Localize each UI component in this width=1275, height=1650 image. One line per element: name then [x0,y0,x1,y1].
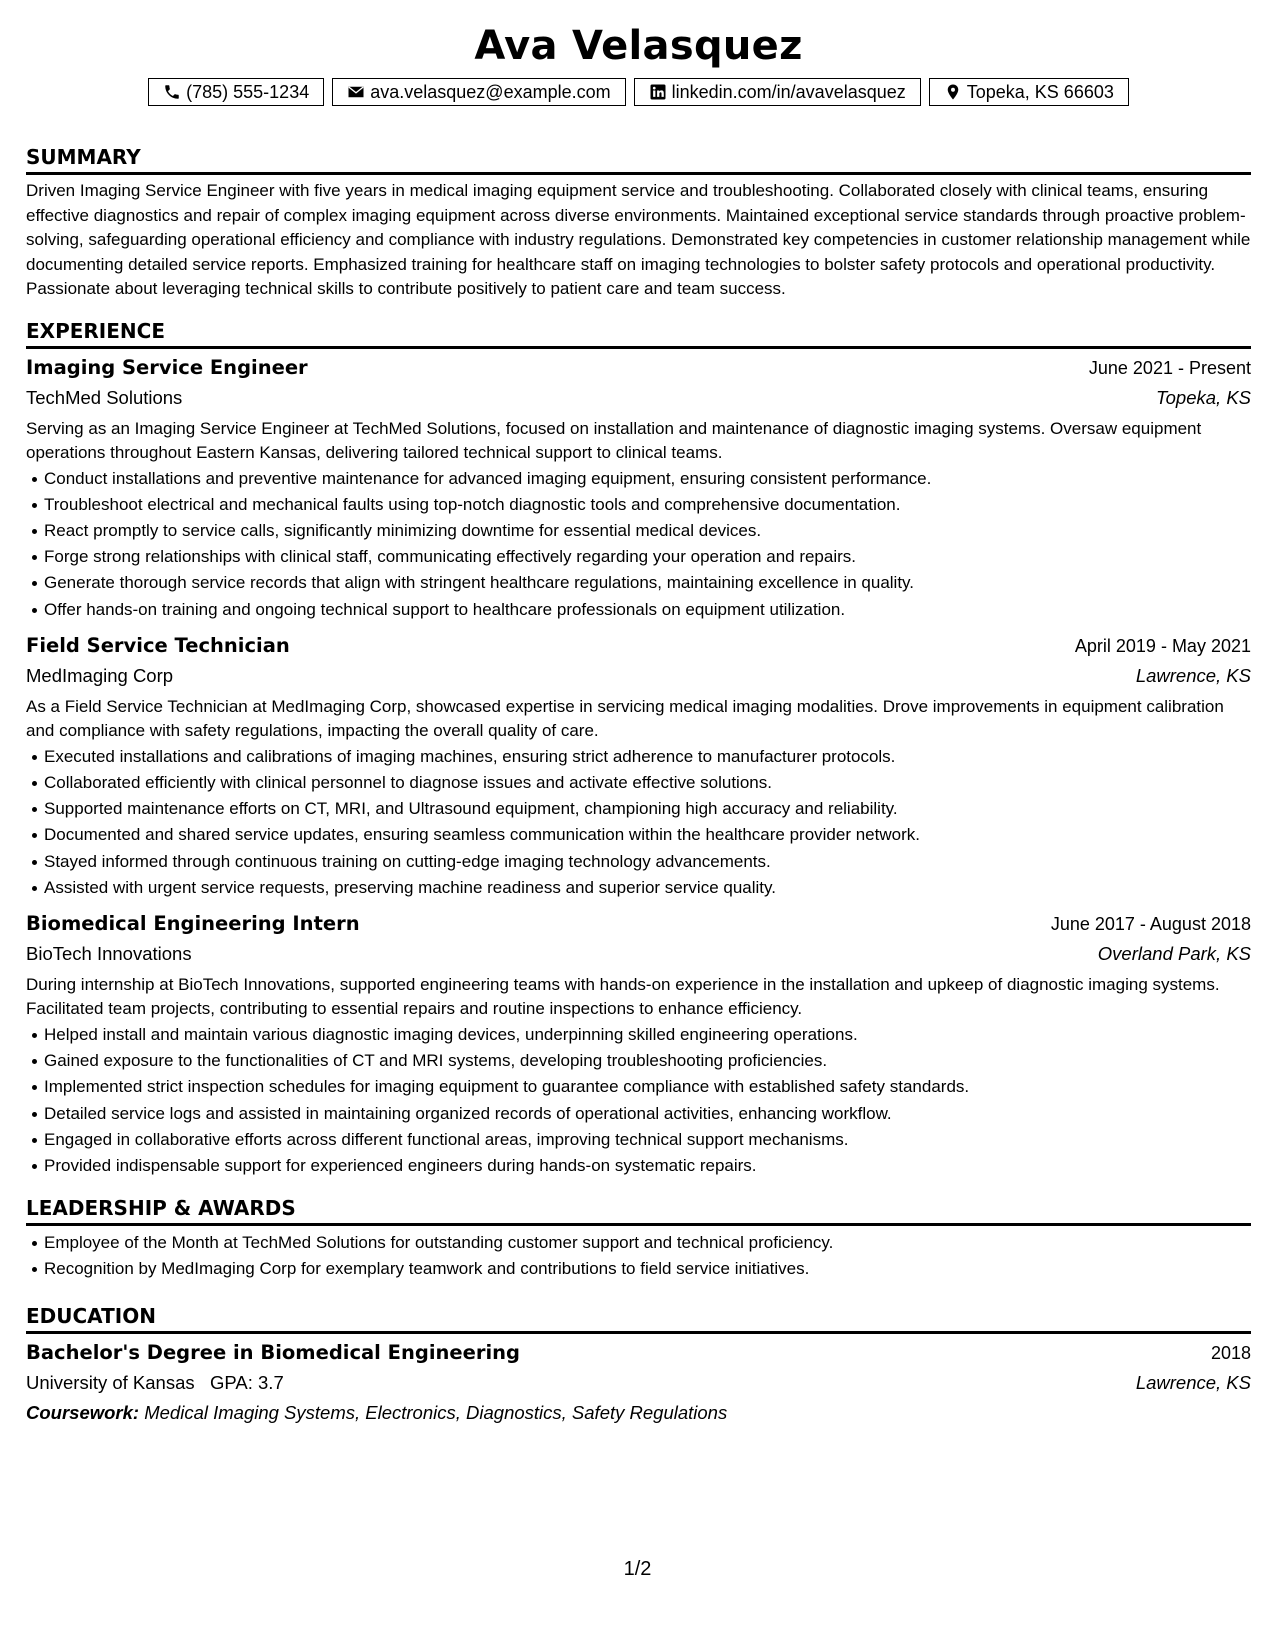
section-title-leadership: LEADERSHIP & AWARDS [26,1196,296,1221]
coursework-list: Medical Imaging Systems, Electronics, Diagnostics, Safety Regulations [144,1401,728,1423]
contact-phone-text: (785) 555-1234 [186,82,310,102]
section-rule [26,172,1251,175]
section-rule [26,1223,1251,1226]
list-item: Forge strong relationships with clinical staff, communicating effectively regarding your operation and repairs. [44,544,1251,570]
job-entry [26,353,1251,623]
job-dates: June 2017 - August 2018 [1050,913,1251,934]
list-item: Troubleshoot electrical and mechanical faults using top-notch diagnostic tools and comprehensive documentation. [44,492,1251,518]
list-item: Detailed service logs and assisted in maintaining organized records of operational activities, enhancing workflow. [44,1101,1251,1127]
gpa: GPA: 3.7 [210,1371,284,1393]
envelope-icon [347,83,365,101]
job-title: Imaging Service Engineer [26,355,308,379]
list-item: Assisted with urgent service requests, preserving machine readiness and superior service quality. [44,875,1251,901]
linkedin-icon [649,83,667,101]
contact-email[interactable] [332,78,625,106]
coursework-line [26,1398,1251,1428]
contact-location[interactable] [929,78,1129,106]
phone-icon [163,83,181,101]
job-bullets [26,744,1251,901]
job-company: BioTech Innovations [26,942,192,964]
coursework-label: Coursework: [26,1401,140,1423]
job-bullets [26,466,1251,623]
list-item: Implemented strict inspection schedules for imaging equipment to guarantee compliance with established safety standards. [44,1074,1251,1100]
job-entry [26,909,1251,1179]
list-item: Engaged in collaborative efforts across different functional areas, improving technical support mechanisms. [44,1127,1251,1153]
candidate-name: Ava Velasquez [474,23,803,69]
summary-section [26,140,1251,302]
job-entry [26,631,1251,901]
education-section [26,1299,1251,1428]
contact-linkedin[interactable] [634,78,921,106]
contact-location-text: Topeka, KS 66603 [966,82,1114,102]
experience-section [26,314,1251,1180]
job-description: As a Field Service Technician at MedImaging Corp, showcased expertise in servicing medical imaging modalities. Drove improvements in equipment calibration and compliance with safety regulations, impacting the overall quality of care. [26,696,1224,741]
list-item: Employee of the Month at TechMed Solutions for outstanding customer support and technical proficiency. [44,1230,1251,1256]
list-item: Collaborated efficiently with clinical personnel to diagnose issues and activate effective solutions. [44,770,1251,796]
job-location: Lawrence, KS [1135,664,1251,686]
contact-phone[interactable] [148,78,324,106]
section-title-education: EDUCATION [26,1303,156,1328]
page-number: 1/2 [623,1558,652,1580]
section-rule [26,346,1251,349]
section-title-experience: EXPERIENCE [26,318,165,343]
award-bullets [26,1230,1251,1282]
list-item: Gained exposure to the functionalities of CT and MRI systems, developing troubleshooting proficiencies. [44,1048,1251,1074]
section-title-summary: SUMMARY [26,145,141,169]
resume-page [26,18,1251,1428]
job-dates: June 2021 - Present [1088,357,1251,378]
list-item: Provided indispensable support for experienced engineers during hands-on systematic repairs. [44,1153,1251,1179]
job-company: TechMed Solutions [26,386,183,408]
list-item: Documented and shared service updates, ensuring seamless communication within the healthcare provider network. [44,822,1251,848]
graduation-year: 2018 [1210,1342,1251,1363]
list-item: Stayed informed through continuous training on cutting-edge imaging technology advancements. [44,849,1251,875]
list-item: React promptly to service calls, significantly minimizing downtime for essential medical devices. [44,518,1251,544]
job-location: Topeka, KS [1156,386,1251,408]
school-name: University of Kansas [26,1371,195,1393]
degree-title: Bachelor's Degree in Biomedical Engineering [26,1340,520,1364]
section-rule [26,1331,1251,1334]
job-description: Serving as an Imaging Service Engineer at TechMed Solutions, focused on installation and maintenance of diagnostic imaging systems. Oversaw equipment operations throughout Eastern Kansas, delivering tailored technical support to clinical teams. [26,418,1202,462]
leadership-section [26,1191,1251,1282]
job-company: MedImaging Corp [26,664,174,686]
job-bullets [26,1022,1251,1179]
job-title: Biomedical Engineering Intern [26,911,360,935]
list-item: Conduct installations and preventive maintenance for advanced imaging equipment, ensuring consistent performance. [44,466,1251,492]
summary-text: Driven Imaging Service Engineer with five years in medical imaging equipment service and troubleshooting. Collaborated closely with clinical teams, ensuring effective diagnostics and repair of complex imaging equipment across diverse environments. Maintained exceptional service standards through proactive problem-solving, safeguarding operational efficiency and compliance with industry regulations. Demonstrated key competencies in customer relationship management while documenting detailed service reports. Emphasized training for healthcare staff on imaging technologies to bolster safety protocols and operational productivity. Passionate about leveraging technical skills to contribute positively to patient care and team success. [26,181,1251,298]
job-description: During internship at BioTech Innovations, supported engineering teams with hands-on experience in the installation and upkeep of diagnostic imaging systems. Facilitated team projects, contributing to essential repairs and routine inspections to enhance efficiency. [26,974,1220,1019]
list-item: Recognition by MedImaging Corp for exemplary teamwork and contributions to field service initiatives. [44,1256,1251,1282]
list-item: Offer hands-on training and ongoing technical support to healthcare professionals on equipment utilization. [44,597,1251,623]
list-item: Generate thorough service records that align with stringent healthcare regulations, maintaining excellence in quality. [44,570,1251,596]
list-item: Supported maintenance efforts on CT, MRI, and Ultrasound equipment, championing high accuracy and reliability. [44,796,1251,822]
contact-bar [26,78,1251,106]
list-item: Helped install and maintain various diagnostic imaging devices, underpinning skilled engineering operations. [44,1022,1251,1048]
contact-linkedin-text: linkedin.com/in/avavelasquez [671,82,906,102]
contact-email-text: ava.velasquez@example.com [370,82,611,102]
school-line [26,1368,284,1398]
school-location: Lawrence, KS [1135,1371,1251,1393]
map-marker-icon [944,83,962,101]
job-location: Overland Park, KS [1097,942,1251,964]
job-title: Field Service Technician [26,633,290,657]
job-dates: April 2019 - May 2021 [1074,635,1251,656]
list-item: Executed installations and calibrations of imaging machines, ensuring strict adherence to manufacturer protocols. [44,744,1251,770]
